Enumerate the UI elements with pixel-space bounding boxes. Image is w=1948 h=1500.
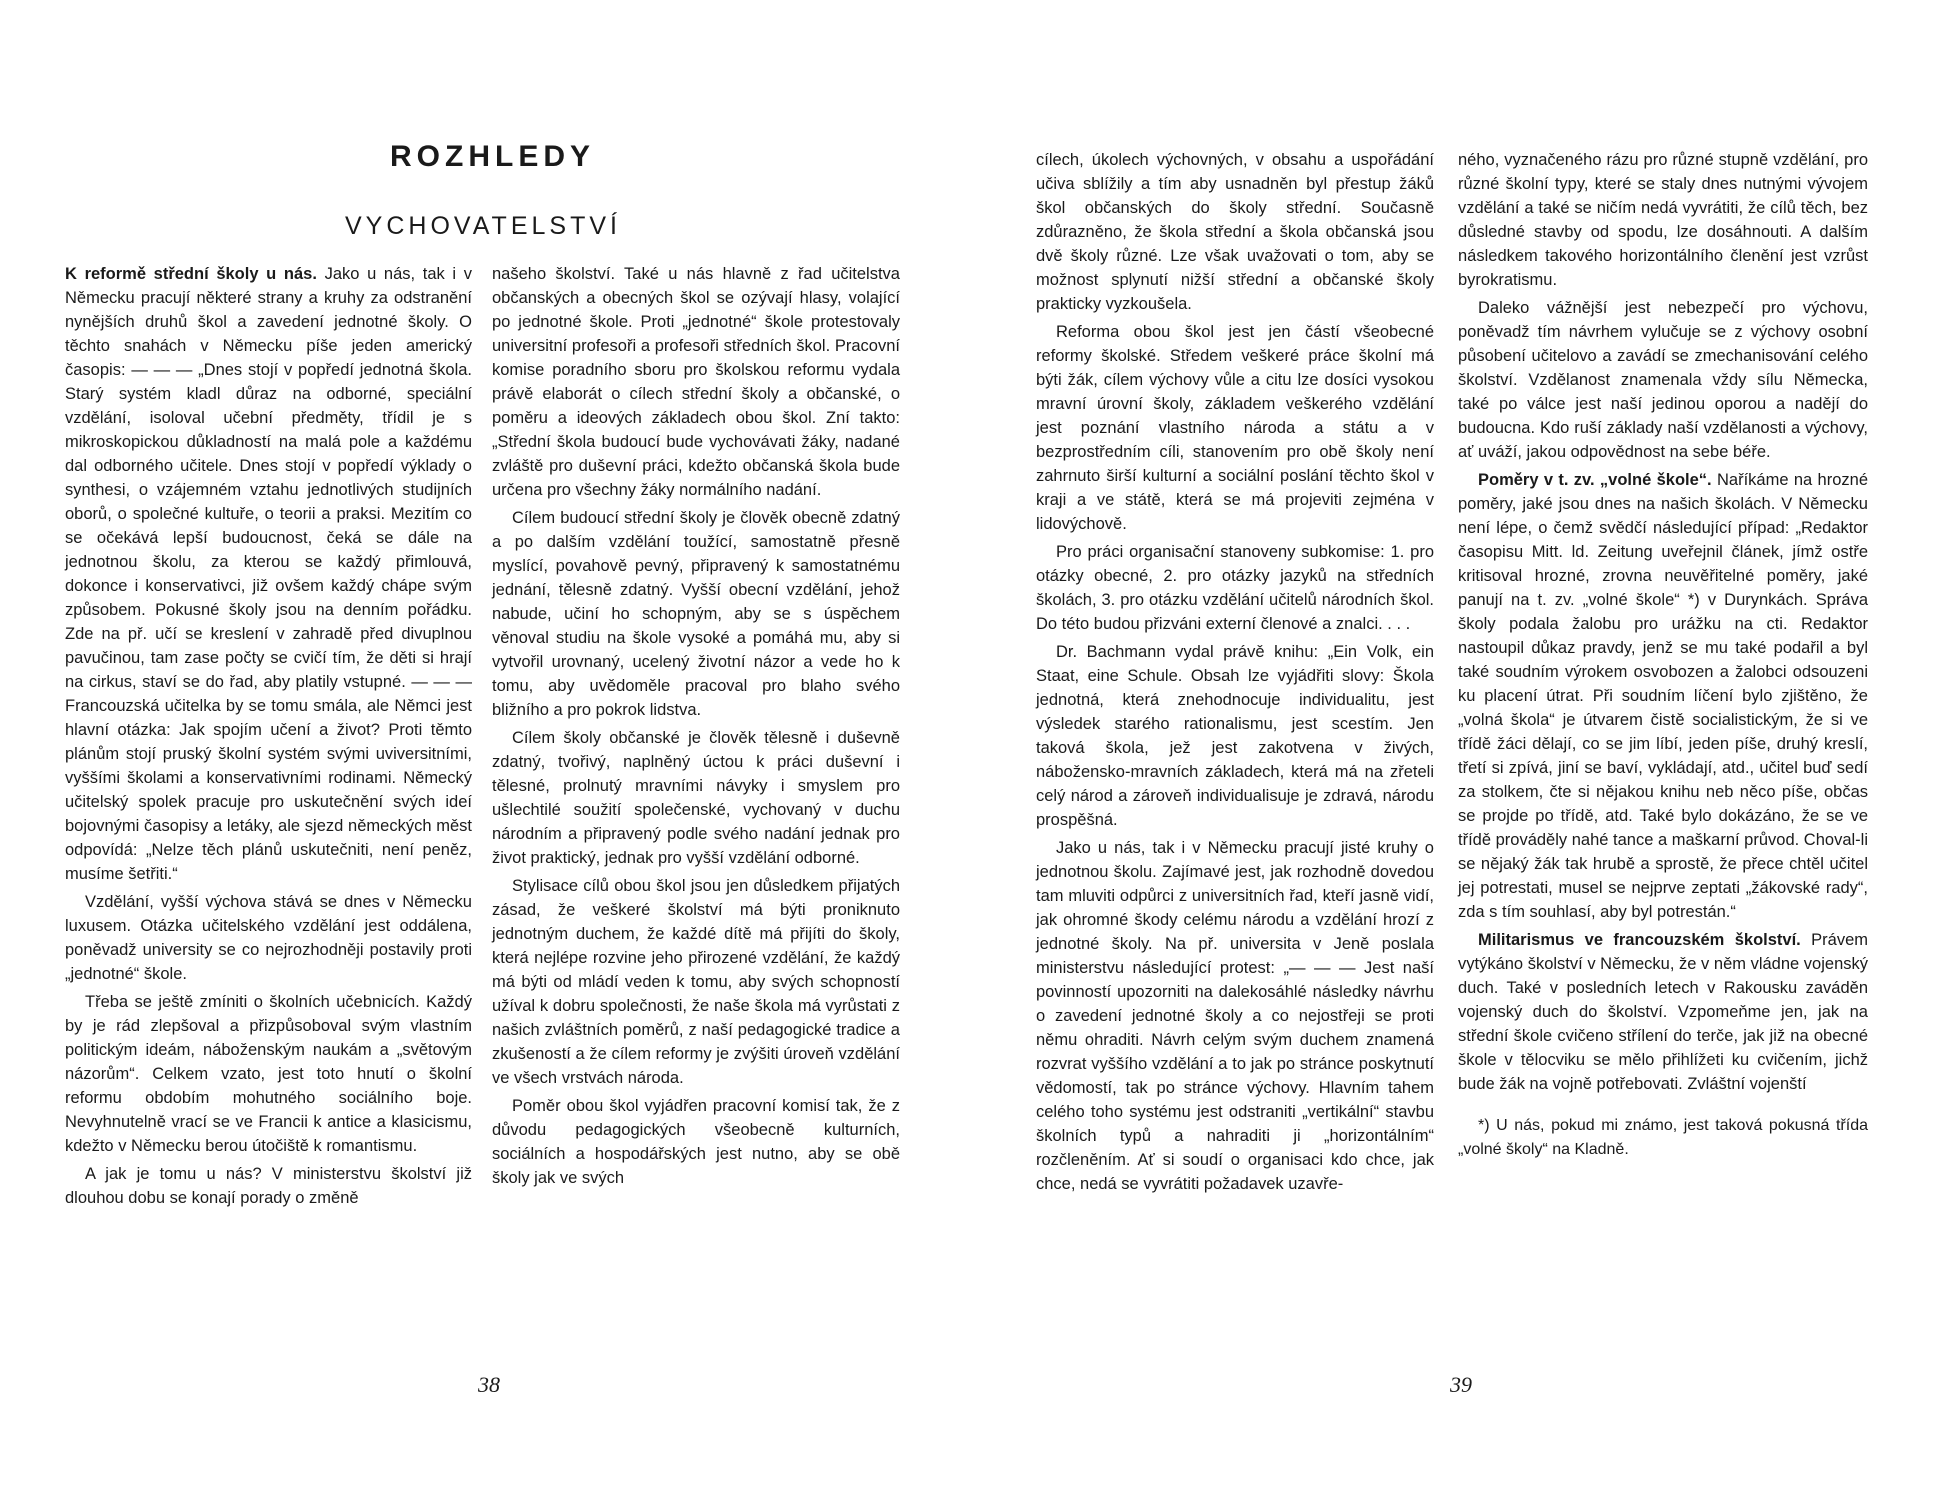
page-number: 38 — [478, 1372, 500, 1397]
footnote: *) U nás, pokud mi známo, jest taková pokusná třída „volné školy“ na Kladně. — [1458, 1117, 1868, 1158]
paragraph-text: Naříkáme na hrozné poměry, jaké jsou dnes na našich školách. V Německu není lépe, o čemž svědčí následující případ: „Redaktor časopisu Mitt. ld. Zeitung uveřejnil článek, jímž ostře kritisoval hrozné, zrovna neuvěřitelné poměry, jaké panují na t. zv. „volné škole“ *) v Durynkách. Správa školy podala žalobu pro urážku na cti. Redaktor nastoupil důkaz pravdy, jenž se mu také podařil a byl také soudním výrokem osvobozen a žalobci odsouzeni ku placení útrat. Při soudním líčení bylo zjištěno, že „volná škola“ je útvarem čistě socialistickým, že si ve třídě žáci dělají, co se jim líbí, jeden píše, druhý kreslí, třetí si zpívá, jiní se baví, vykládají, atd., učitel buď sedí za stolkem, čte si nějakou knihu neb něco píše, občas se projde po třídě, atd. Také bylo dokázáno, že se ve třídě prováděly nahé tance a maškarní průvod. Choval-li se nějaký žák tak hrubě a sprostě, že přece chtěl učitel jej potrestati, musel se nejprve zeptati „žákovské rady“, zda s tím souhlasí, aby byl potrestán.“ — [1458, 471, 1868, 921]
paragraph: našeho školství. Také u nás hlavně z řad učitelstva občanských a obecných škol se ozývají hlasy, volající po jednotné škole. Proti „jednotné“ škole protestovaly universitní profesoři a profesoři středních škol. Pracovní komise poradního sboru pro školskou reformu vydala právě elaborát o cílech střední školy a občanské, o poměru a ideových základech obou škol. Zní takto: „Střední škola budoucí bude vychovávati žáky, nadané zvláště pro duševní práci, kdežto občanská škola bude určena pro všechny žáky normálního nadání. — [492, 265, 900, 499]
paragraph-text: Právem vytýkáno školství v Německu, že v něm vládne vojenský duch. Také v posledních letech v Rakousku zaváděn vojenský duch do školství. Vzpomeňme jen, jak na střední škole cvičeno střílení do terče, jak již na obecné škole v tělocviku se mělo přihlížeti ku cvičením, jichž bude žák na vojně potřebovati. Zvláštní vojenští — [1458, 931, 1868, 1093]
paragraph: Cílem školy občanské je člověk tělesně i duševně zdatný, tvořivý, naplněný úctou k práci duševní i tělesné, prolnutý mravními návyky i smyslem pro ušlechtilé soužití společenské, vychovaný v duchu národním a připravený podle svého nadání jednak pro život praktický, jednak pro vyšší vzdělání odborné. — [492, 729, 900, 867]
right-page-column-2 — [1458, 148, 1868, 1166]
section-subtitle: VYCHOVATELSTVÍ — [345, 212, 621, 240]
paragraph: cílech, úkolech výchovných, v obsahu a uspořádání učiva sblížily a tím aby usnadněn byl přestup žáků škol občanských do školy střední. Současně zdůrazněno, že škola střední a škola občanská jsou dvě školy různé. Lze však uvažovati o tom, aby se možnost splynutí nižší střední a občanské školy prakticky vyzkoušela. — [1036, 151, 1434, 313]
paragraph — [65, 262, 472, 886]
paragraph: Dr. Bachmann vydal právě knihu: „Ein Volk, ein Staat, eine Schule. Obsah lze vyjádřiti slovy: Škola jednotná, která znehodnocuje individualitu, jest výsledek starého rationalismu, jest scestím. Jen taková škola, jež jest zakotvena v živých, nábožensko-mravních základech, která má na zřeteli celý národ a zároveň individualisuje je zdravá, národu prospěšná. — [1036, 643, 1434, 829]
paragraph: Cílem budoucí střední školy je člověk obecně zdatný a po dalším vzdělání toužící, samostatně přesně myslící, povahově pevný, připravený k samostatnému jednání, tělesně zdatný. Vyšší obecní vzdělání, jehož nabude, učiní ho schopným, aby se s úspěchem věnoval studiu na škole vysoké a pomáhá mu, aby si vytvořil urovnaný, ucelený životní názor a vede ho k tomu, aby uvědoměle pracoval pro blaho svého bližního a pro pokrok lidstva. — [492, 509, 900, 719]
left-page-column-1 — [65, 262, 472, 1214]
paragraph: Poměr obou škol vyjádřen pracovní komisí tak, že z důvodu pedagogických všeobecně kulturních, sociálních a hospodářských jest nutno, aby se obě školy jak ve svých — [492, 1097, 900, 1187]
section-title: ROZHLEDY — [390, 140, 595, 173]
paragraph: A jak je tomu u nás? V ministerstvu školství již dlouhou dobu se konají porady o změně — [65, 1165, 472, 1207]
paragraph-lead: Poměry v t. zv. „volné škole“. — [1478, 471, 1712, 489]
paragraph: Třeba se ještě zmíniti o školních učebnicích. Každý by je rád zlepšoval a přizpůsoboval svým vlastním politickým ideám, náboženským naukám a „světovým názorům“. Celkem vzato, jest toto hnutí o školní reformu obdobím mohutného sociálního boje. Nevyhnutelně vrací se ve Francii k antice a klasicismu, kdežto v Německu berou útočiště k romantismu. — [65, 993, 472, 1155]
paragraph: ného, vyznačeného rázu pro různé stupně vzdělání, pro různé školní typy, které se staly dnes nutnými vývojem vzdělání a také se ničím nedá vyvrátiti, že cílů těch, bez důsledné stavby od spodu, lze dosáhnouti. A dalším následkem takového horizontálního členění jest vzrůst byrokratismu. — [1458, 151, 1868, 289]
paragraph — [1458, 468, 1868, 924]
paragraph-lead: K reformě střední školy u nás. — [65, 265, 317, 283]
paragraph: Daleko vážnější jest nebezpečí pro výchovu, poněvadž tím návrhem vylučuje se z výchovy osobní působení učitelovo a zavádí se zmechanisování celého školství. Vzdělanost znamenala vždy sílu Německa, také po válce jest naší jedinou oporou a nadějí do budoucna. Kdo ruší základy naší vzdělanosti a výchovy, ať uváží, jakou odpovědnost na sebe béře. — [1458, 299, 1868, 461]
right-page-column-1 — [1036, 148, 1434, 1200]
right-page — [974, 0, 1948, 1500]
paragraph: Jako u nás, tak i v Německu pracují jisté kruhy o jednotnou školu. Zajímavé jest, jak rozhodně dovedou tam mluviti odpůrci z universitních řad, kteří jasně vidí, jak ohromné škody celému národu a vzdělání hrozí z jednotné školy. Na př. universita v Jeně poslala ministerstvu následující protest: „— — — Jest naší povinností upozorniti na dalekosáhlé následky návrhu o zavedení jednotné školy a co nejostřeji se proti němu ohraditi. Návrh celým svým duchem znamená rozvrat vyššího vzdělání a to jak po stránce poskytnutí vědomostí, tak po stránce výchovy. Hlavním tahem celého toho systému jest odstraniti „vertikální“ stavbu školních typů a nahraditi ji „horizontálním“ rozčleněním. Ať si soudí o organisaci kdo chce, jak chce, nedá se vyvrátiti požadavek uzavře- — [1036, 839, 1434, 1193]
left-page-column-2 — [492, 262, 900, 1194]
paragraph: Pro práci organisační stanoveny subkomise: 1. pro otázky obecné, 2. pro otázky jazyků na středních školách, 3. pro otázku vzdělání učitelů národních škol. Do této budou přizváni externí členové a znalci. . . . — [1036, 543, 1434, 633]
paragraph: Stylisace cílů obou škol jsou jen důsledkem přijatých zásad, že veškeré školství má býti proniknuto jednotným duchem, že každé dítě má přijíti do školy, která nejlépe rozvine jeho přirozené vzdělání, že každý má býti od mládí veden k tomu, aby svých schopností užíval k dobru společnosti, že naše škola má vyrůstati z našich zvláštních poměrů, z naší pedagogické tradice a zkušeností a že cílem reformy je zvýšiti úroveň vzdělání ve všech vrstvách národa. — [492, 877, 900, 1087]
paragraph-text: Jako u nás, tak i v Německu pracují některé strany a kruhy za odstranění nynějších druhů škol a zavedení jednotné školy. O těchto snahách v Německu píše jeden americký časopis: — — — „Dnes stojí v popředí jednotná škola. Starý systém kladl důraz na odborné, speciální vzdělání, isoloval učební předměty, třídil je s mikroskopickou důkladností na malá pole a každému dal odborného učitele. Dnes stojí v popředí výklady o synthesi, o vzájemném vztahu jednotlivých studijních oborů, o společné kultuře, o teorii a praksi. Mezitím co se očekává lepší budoucnost, čeká se dále na jednotnou školu, za kterou se každý přimlouvá, dokonce i konservativci, již ovšem každý chápe svým způsobem. Pokusné školy jsou na denním pořádku. Zde na př. učí se kreslení v zahradě před divuplnou pavučinou, tam zase počty se cvičí tím, že děti si hrají na cirkus, staví se do řad, aby platily vstupné. — — — Francouzská učitelka by se tomu smála, ale Němci jest hlavní otázka: Jak spojím učení a život? Proti těmto plánům stojí pruský školní systém svými uviversitními, vyššími školami a konservativními rodinami. Německý učitelský spolek pracuje pro uskutečnění svých ideí bojovnými časopisy a letáky, ale sjezd německých měst odpovídá: „Nelze těch plánů uskutečniti, není peněz, musíme šetřiti.“ — [65, 265, 473, 883]
page-number: 39 — [1450, 1372, 1472, 1397]
paragraph: Reforma obou škol jest jen částí všeobecné reformy školské. Středem veškeré práce školní má býti žák, cílem výchovy vůle a citu lze dosíci vysokou mravní úrovní školy, základem veškerého vzdělání jest poznání vlastního národa a státu a v bezprostředním cíli, stanovením pro obě školy není zahrnuto širší kulturní a sociální poslání těchto škol v kraji a ve státě, která se má projeviti zejména v lidovýchově. — [1036, 323, 1434, 533]
paragraph: Vzdělání, vyšší výchova stává se dnes v Německu luxusem. Otázka učitelského vzdělání jest oddálena, poněvadž university se co nejrozhodněji postavily proti „jednotné“ škole. — [65, 893, 472, 983]
paragraph-lead: Militarismus ve francouzském školství. — [1478, 931, 1801, 949]
paragraph — [1458, 928, 1868, 1096]
